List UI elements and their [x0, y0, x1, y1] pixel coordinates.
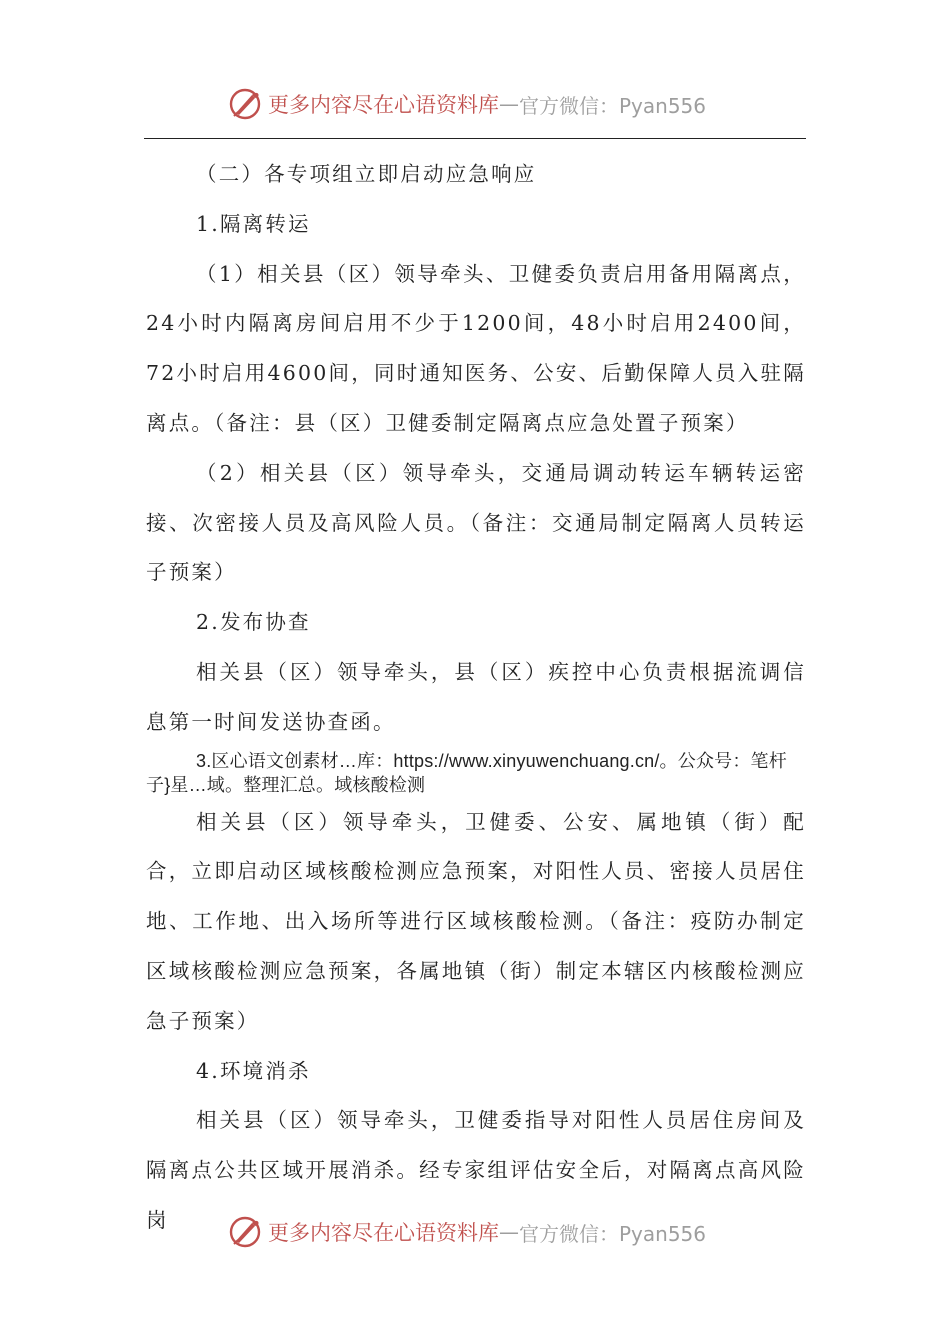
- document-body: [146, 150, 806, 1246]
- quill-pen-circle-icon: [228, 87, 262, 121]
- header-watermark: [228, 84, 706, 124]
- subheading-publish-investigation: 2.发布协查: [196, 610, 311, 635]
- paragraph-transfer-vehicles: （2）相关县（区）领导牵头，交通局调动转运车辆转运密接、次密接人员及高风险人员。（备注：交通局制定隔离人员转运子预案）: [146, 460, 806, 585]
- footer-watermark: [228, 1212, 706, 1252]
- quill-pen-circle-icon: [228, 1215, 262, 1249]
- paragraph-regional-testing: 相关县（区）领导牵头，卫健委、公安、属地镇（街）配合，立即启动区域核酸检测应急预案，对阳性人员、密接人员居住地、工作地、出入场所等进行区域核酸检测。（备注：疫防办制定区域核酸检测应急预案，各属地镇（街）制定本辖区内核酸检测应急子预案）: [146, 809, 806, 1033]
- subheading-regional-testing: 3.区心语文创素材…库：https://www.xinyuwenchuang.cn/。公众号：笔杆子}星…域。整理汇总。域核酸检测: [146, 750, 787, 795]
- paragraph-investigation-letter: 相关县（区）领导牵头，县（区）疾控中心负责根据流调信息第一时间发送协查函。: [146, 659, 806, 734]
- section-heading: （二）各专项组立即启动应急响应: [196, 162, 537, 186]
- header-divider: [144, 138, 806, 139]
- paragraph-disinfection: 相关县（区）领导牵头，卫健委指导对阳性人员居住房间及隔离点公共区域开展消杀。经专家组评估安全后，对隔离点高风险岗: [146, 1108, 806, 1232]
- watermark-contact-text: 官方微信：Pyan556: [519, 93, 707, 118]
- watermark-dash: —: [499, 92, 519, 116]
- watermark-site-text: 更多内容尽在心语资料库: [268, 1221, 499, 1245]
- watermark-site-text: 更多内容尽在心语资料库: [268, 93, 499, 117]
- subheading-disinfection: 4.环境消杀: [196, 1058, 311, 1083]
- subheading-isolation-transfer: 1.隔离转运: [196, 211, 311, 236]
- watermark-dash: —: [499, 1220, 519, 1244]
- watermark-contact-text: 官方微信：Pyan556: [519, 1221, 707, 1246]
- paragraph-isolation-points: （1）相关县（区）领导牵头、卫健委负责启用备用隔离点，24小时内隔离房间启用不少于1200间，48小时启用2400间，72小时启用4600间，同时通知医务、公安、后勤保障人员入驻隔离点。（备注：县（区）卫健委制定隔离点应急处置子预案）: [146, 261, 806, 435]
